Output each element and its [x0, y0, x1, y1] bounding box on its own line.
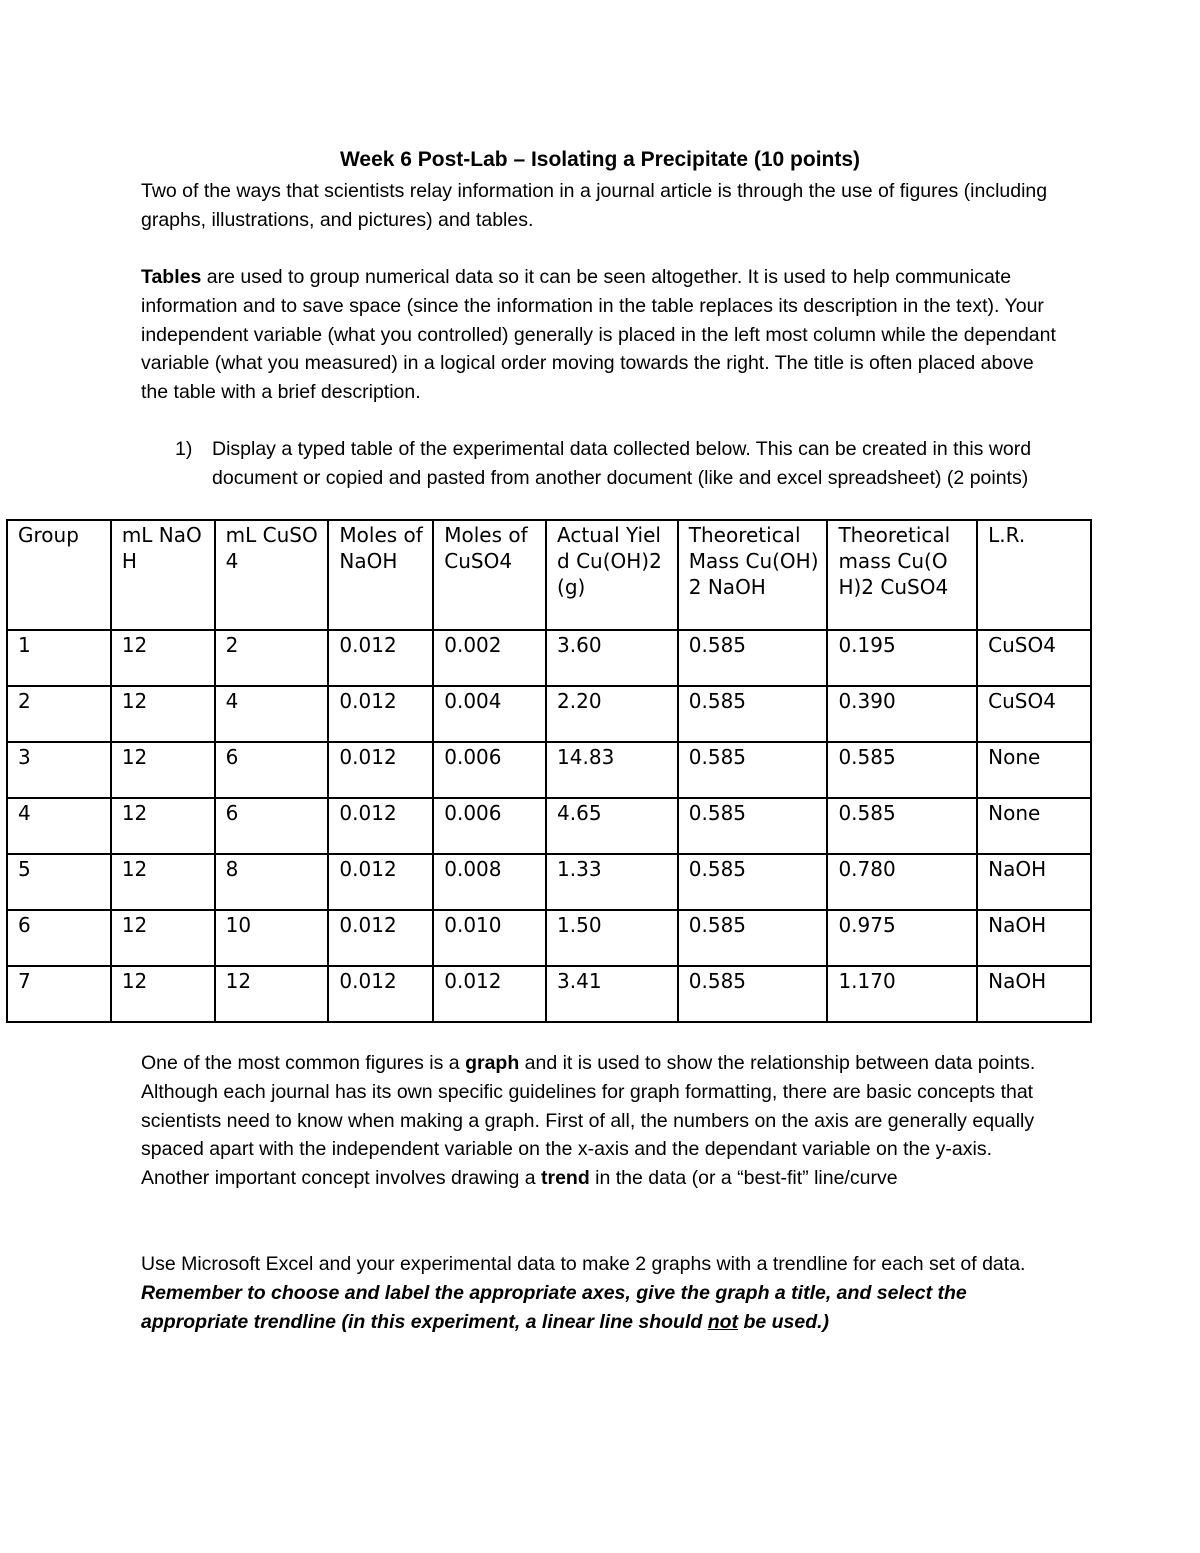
table-cell: 0.004	[433, 686, 546, 742]
table-cell: 0.012	[328, 742, 433, 798]
table-cell: 0.195	[827, 630, 977, 686]
table-cell: 0.012	[328, 630, 433, 686]
header-cell: mL NaOH	[111, 520, 215, 630]
table-cell: 2.20	[546, 686, 678, 742]
table-cell: 5	[7, 854, 111, 910]
table-cell: 12	[215, 966, 329, 1022]
header-cell: Theoretical mass Cu(OH)2 CuSO4	[827, 520, 977, 630]
table-cell: 12	[111, 630, 215, 686]
table-row	[7, 686, 1091, 742]
table-cell: 1.33	[546, 854, 678, 910]
table-cell: 4	[215, 686, 329, 742]
table-cell: 3	[7, 742, 111, 798]
table-cell: 6	[215, 742, 329, 798]
table-cell: 0.585	[678, 910, 828, 966]
table-cell: 4.65	[546, 798, 678, 854]
table-cell: CuSO4	[977, 630, 1091, 686]
table-cell: 0.010	[433, 910, 546, 966]
table-row	[7, 910, 1091, 966]
graph-paragraph	[141, 1049, 1061, 1193]
table-cell: 0.012	[328, 686, 433, 742]
tables-paragraph	[141, 263, 1061, 407]
experimental-data-table	[6, 519, 1092, 1023]
intro-paragraph	[141, 177, 1061, 235]
table-cell: 0.002	[433, 630, 546, 686]
table-cell: 14.83	[546, 742, 678, 798]
table-cell: 1.50	[546, 910, 678, 966]
header-cell: Theoretical Mass Cu(OH)2 NaOH	[678, 520, 828, 630]
question-1	[175, 435, 1055, 493]
header-cell: Actual Yield Cu(OH)2 (g)	[546, 520, 678, 630]
header-cell: L.R.	[977, 520, 1091, 630]
header-cell: Group	[7, 520, 111, 630]
table-cell: 2	[7, 686, 111, 742]
table-cell: 8	[215, 854, 329, 910]
table-cell: 12	[111, 742, 215, 798]
header-cell: Moles of CuSO4	[433, 520, 546, 630]
table-cell: 3.41	[546, 966, 678, 1022]
table-cell: 6	[7, 910, 111, 966]
table-cell: NaOH	[977, 910, 1091, 966]
tables-paragraph-text: are used to group numerical data so it can be seen altogether. It is used to help communicate information and to save space (since the information in the table replaces its description in the text). Your independent variable (what you controlled) generally is placed in the left most column while the dependant variable (what you measured) in a logical order moving towards the right. The title is often placed above the table with a brief description.	[141, 266, 1056, 404]
table-cell: 0.975	[827, 910, 977, 966]
table-cell: NaOH	[977, 854, 1091, 910]
table-cell: 12	[111, 854, 215, 910]
table-cell: 0.012	[328, 798, 433, 854]
page-title: Week 6 Post-Lab – Isolating a Precipitate (10 points)	[339, 148, 861, 171]
excel-text: Use Microsoft Excel and your experimental data to make 2 graphs with a trendline for each set of data.	[141, 1253, 1026, 1275]
table-cell: 0.008	[433, 854, 546, 910]
table-row	[7, 742, 1091, 798]
question-number: 1)	[175, 438, 193, 460]
table-cell: 7	[7, 966, 111, 1022]
table-cell: 0.006	[433, 798, 546, 854]
table-cell: 12	[111, 966, 215, 1022]
table-row	[7, 966, 1091, 1022]
table-cell: 0.585	[678, 686, 828, 742]
question-text: Display a typed table of the experimental data collected below. This can be created in this word document or copied and pasted from another document (like and excel spreadsheet) (2 points)	[212, 438, 1032, 489]
table-cell: 6	[215, 798, 329, 854]
table-cell: 1	[7, 630, 111, 686]
table-cell: 0.780	[827, 854, 977, 910]
table-cell: 4	[7, 798, 111, 854]
table-cell: None	[977, 742, 1091, 798]
tables-bold-term: Tables	[141, 266, 202, 288]
table-cell: 0.585	[678, 854, 828, 910]
table-cell: 1.170	[827, 966, 977, 1022]
excel-emphasis-1: Remember to choose and label the appropriate axes, give the graph a title, and select the appropriate trendline (in this experiment, a linear line should	[141, 1281, 967, 1333]
table-cell: 0.006	[433, 742, 546, 798]
table-cell: 3.60	[546, 630, 678, 686]
graph-text-2: and it is used to show the relationship between data points. Although each journal has its own specific guidelines for graph formatting, there are basic concepts that scientists need to know when making a graph. First of all, the numbers on the axis are generally equally spaced apart with the independent variable on the x-axis and the dependant variable on the y-axis. Another important concept involves drawing a	[141, 1052, 1036, 1190]
intro-text: Two of the ways that scientists relay information in a journal article is through the use of figures (including graphs, illustrations, and pictures) and tables.	[141, 180, 1048, 231]
table-cell: 12	[111, 910, 215, 966]
graph-text-3: in the data (or a “best-fit” line/curve	[589, 1167, 898, 1190]
table-cell: 12	[111, 798, 215, 854]
table-row	[7, 630, 1091, 686]
table-cell: 0.012	[433, 966, 546, 1022]
table-cell: 2	[215, 630, 329, 686]
graph-text-1: One of the most common figures is a	[141, 1052, 466, 1074]
header-cell: Moles of NaOH	[328, 520, 433, 630]
table-cell: 0.585	[678, 630, 828, 686]
table-row	[7, 854, 1091, 910]
table-cell: 0.585	[827, 742, 977, 798]
graph-bold-term: graph	[465, 1052, 520, 1074]
header-cell: mL CuSO4	[215, 520, 329, 630]
table-cell: 0.012	[328, 854, 433, 910]
table-header-row	[7, 520, 1091, 630]
table-cell: 0.390	[827, 686, 977, 742]
table-cell: NaOH	[977, 966, 1091, 1022]
table-cell: 12	[111, 686, 215, 742]
table-cell: 0.012	[328, 966, 433, 1022]
table-cell: 0.585	[678, 966, 828, 1022]
table-cell: 10	[215, 910, 329, 966]
table-cell: 0.585	[678, 742, 828, 798]
table-cell: 0.585	[827, 798, 977, 854]
excel-emphasis-not: not	[707, 1310, 739, 1333]
table-cell: None	[977, 798, 1091, 854]
table-cell: 0.012	[328, 910, 433, 966]
excel-instructions-paragraph	[141, 1250, 1061, 1336]
table-row	[7, 798, 1091, 854]
trend-bold-term: trend	[540, 1167, 590, 1190]
table-cell: CuSO4	[977, 686, 1091, 742]
table-cell: 0.585	[678, 798, 828, 854]
excel-emphasis-2: be used.)	[738, 1310, 830, 1333]
